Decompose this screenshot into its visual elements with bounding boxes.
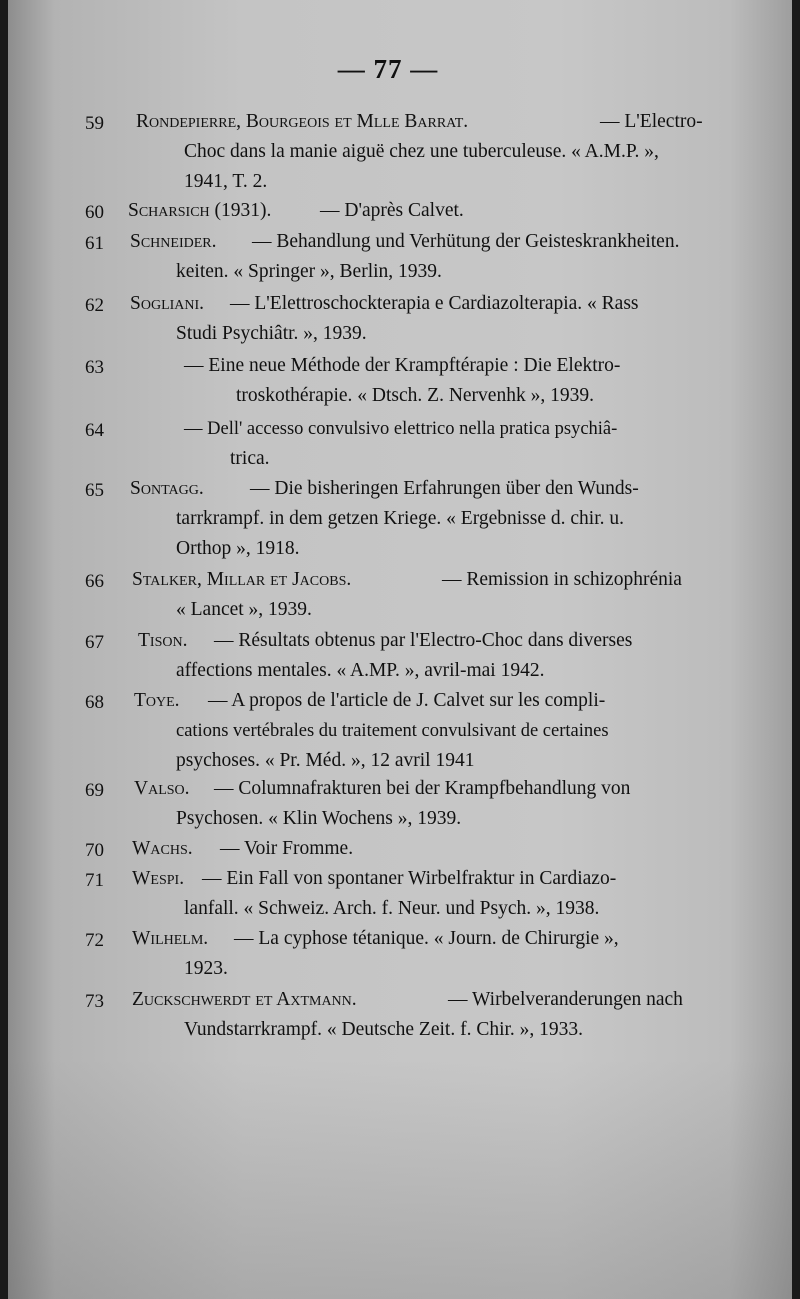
entry-number: 64 [85,420,104,441]
entry-text-line: Choc dans la manie aiguë chez une tuberculeuse. « A.M.P. », [184,141,659,162]
entry-text-line: Studi Psychiâtr. », 1939. [176,323,367,344]
entry-text-line: trica. [230,448,270,469]
entry-number: 62 [85,295,104,316]
entry-number: 71 [85,870,104,891]
entry-number: 72 [85,930,104,951]
entry-author: Wilhelm. [132,928,209,949]
entry-number: 66 [85,571,104,592]
entry-text-line: keiten. « Springer », Berlin, 1939. [176,261,442,282]
entry-author: Rondepierre, Bourgeois et Mlle Barrat. [136,111,469,132]
entry-text-line: 1923. [184,958,228,979]
entry-text-line: psychoses. « Pr. Méd. », 12 avril 1941 [176,750,475,771]
entry-text-line: cations vertébrales du traitement convulsivant de certaines [176,721,609,741]
entry-author: Wachs. [132,838,193,859]
entry-number: 73 [85,991,104,1012]
entry-text-line: « Lancet », 1939. [176,599,312,620]
entry-text-line: — Dell' accesso convulsivo elettrico nella pratica psychiâ- [184,419,618,439]
entry-text-line: — Die bisheringen Erfahrungen über den Wunds- [250,478,639,499]
entry-number: 61 [85,233,104,254]
entry-author: Stalker, Millar et Jacobs. [132,569,352,590]
entry-text-line: 1941, T. 2. [184,171,268,192]
entry-text-line: Vundstarrkrampf. « Deutsche Zeit. f. Chir. », 1933. [184,1019,584,1040]
entry-author: Valso. [134,778,190,799]
entry-text-line: — Ein Fall von spontaner Wirbelfraktur in Cardiazo- [202,868,617,889]
entry-text-line: — Columnafrakturen bei der Krampfbehandlung von [214,778,631,799]
entry-number: 68 [85,692,104,713]
entry-text-line: — Behandlung und Verhütung der Geisteskrankheiten. [252,231,680,252]
entry-number: 59 [85,113,104,134]
entry-text-line: — La cyphose tétanique. « Journ. de Chirurgie », [234,928,619,949]
entry-author: Scharsich (1931). [128,200,272,221]
page-number: — 77 — [337,54,439,84]
entry-text-line: lanfall. « Schweiz. Arch. f. Neur. und Psych. », 1938. [184,898,600,919]
entry-text-line: Orthop », 1918. [176,538,300,559]
book-page [8,0,792,1299]
entry-text-line: affections mentales. « A.MP. », avril-mai 1942. [176,660,545,681]
entry-number: 65 [85,480,104,501]
entry-text-line: — D'après Calvet. [320,200,464,221]
entry-text-line: — Wirbelveranderungen nach [448,989,683,1010]
entry-text-line: — A propos de l'article de J. Calvet sur les compli- [208,690,606,711]
entry-text-line: troskothérapie. « Dtsch. Z. Nervenhk », 1939. [236,385,594,406]
entry-number: 67 [85,632,104,653]
entry-text-line: Psychosen. « Klin Wochens », 1939. [176,808,462,829]
entry-number: 69 [85,780,104,801]
entry-text-line: — L'Elettroschockterapia e Cardiazolterapia. « Rass [230,293,639,314]
entry-text-line: — Voir Fromme. [220,838,354,859]
entry-author: Toye. [134,690,180,711]
entry-number: 63 [85,357,104,378]
entry-text-line: — Résultats obtenus par l'Electro-Choc dans diverses [214,630,633,651]
entry-author: Sontagg. [130,478,204,499]
entry-author: Wespi. [132,868,185,889]
entry-number: 70 [85,840,104,861]
entry-author: Zuckschwerdt et Axtmann. [132,989,357,1010]
entry-author: Tison. [138,630,188,651]
entry-text-line: — Eine neue Méthode der Krampftérapie : Die Elektro- [184,355,621,376]
entry-text-line: — L'Electro- [600,111,703,132]
entry-number: 60 [85,202,104,223]
entry-text-line: — Remission in schizophrénia [442,569,682,590]
entry-text-line: tarrkrampf. in dem getzen Kriege. « Ergebnisse d. chir. u. [176,508,624,529]
entry-author: Sogliani. [130,293,205,314]
entry-author: Schneider. [130,231,217,252]
